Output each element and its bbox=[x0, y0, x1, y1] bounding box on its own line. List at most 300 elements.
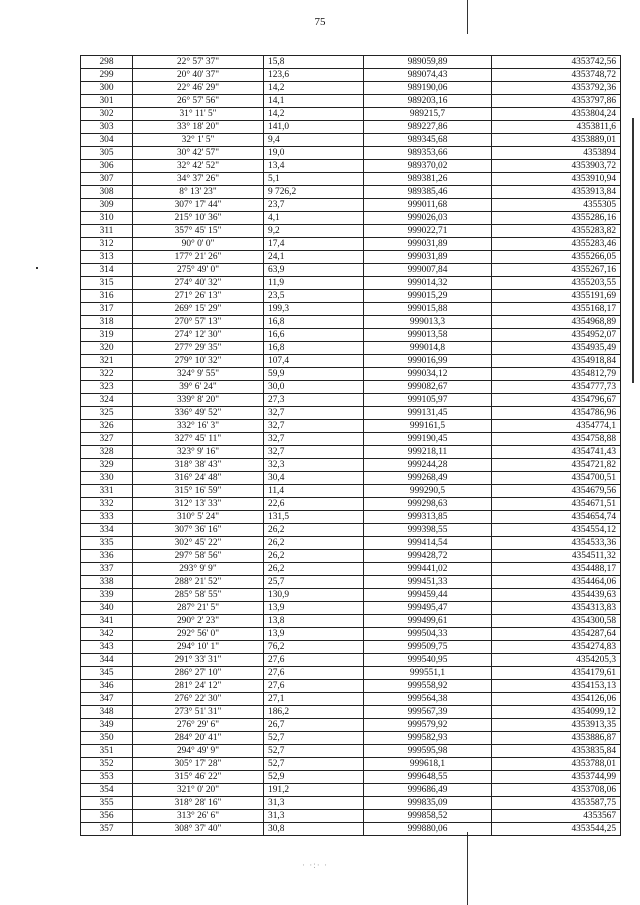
point-number-cell: 330 bbox=[81, 472, 133, 485]
distance-cell: 32,7 bbox=[264, 407, 364, 420]
scan-line-top bbox=[467, 0, 468, 34]
table-row bbox=[81, 602, 621, 615]
bearing-cell: 276° 29' 6" bbox=[133, 719, 264, 732]
table-row bbox=[81, 576, 621, 589]
point-number-cell: 311 bbox=[81, 225, 133, 238]
point-number-cell: 332 bbox=[81, 498, 133, 511]
table-row bbox=[81, 472, 621, 485]
bearing-cell: 307° 36' 16" bbox=[133, 524, 264, 537]
x-coordinate-cell: 999558,92 bbox=[364, 680, 492, 693]
bearing-cell: 307° 17' 44" bbox=[133, 199, 264, 212]
table-row bbox=[81, 628, 621, 641]
point-number-cell: 314 bbox=[81, 264, 133, 277]
table-row bbox=[81, 810, 621, 823]
point-number-cell: 301 bbox=[81, 95, 133, 108]
distance-cell: 11,9 bbox=[264, 277, 364, 290]
point-number-cell: 317 bbox=[81, 303, 133, 316]
distance-cell: 13,4 bbox=[264, 160, 364, 173]
x-coordinate-cell: 999298,63 bbox=[364, 498, 492, 511]
point-number-cell: 335 bbox=[81, 537, 133, 550]
point-number-cell: 331 bbox=[81, 485, 133, 498]
y-coordinate-cell: 4355191,69 bbox=[492, 290, 621, 303]
bearing-cell: 287° 21' 5" bbox=[133, 602, 264, 615]
table-row bbox=[81, 771, 621, 784]
x-coordinate-cell: 999031,89 bbox=[364, 238, 492, 251]
table-row bbox=[81, 667, 621, 680]
x-coordinate-cell: 999013,58 bbox=[364, 329, 492, 342]
point-number-cell: 323 bbox=[81, 381, 133, 394]
bearing-cell: 33° 18' 20" bbox=[133, 121, 264, 134]
distance-cell: 27,6 bbox=[264, 654, 364, 667]
distance-cell: 199,3 bbox=[264, 303, 364, 316]
distance-cell: 26,2 bbox=[264, 537, 364, 550]
distance-cell: 9,4 bbox=[264, 134, 364, 147]
y-coordinate-cell: 4354099,12 bbox=[492, 706, 621, 719]
table-row bbox=[81, 394, 621, 407]
distance-cell: 52,9 bbox=[264, 771, 364, 784]
bearing-cell: 32° 42' 52" bbox=[133, 160, 264, 173]
y-coordinate-cell: 4354654,74 bbox=[492, 511, 621, 524]
x-coordinate-cell: 999011,68 bbox=[364, 199, 492, 212]
table-row bbox=[81, 537, 621, 550]
x-coordinate-cell: 989215,7 bbox=[364, 108, 492, 121]
y-coordinate-cell: 4354952,07 bbox=[492, 329, 621, 342]
y-coordinate-cell: 4354812,79 bbox=[492, 368, 621, 381]
bearing-cell: 302° 45' 22" bbox=[133, 537, 264, 550]
y-coordinate-cell: 4353811,6 bbox=[492, 121, 621, 134]
distance-cell: 16,8 bbox=[264, 316, 364, 329]
x-coordinate-cell: 989203,16 bbox=[364, 95, 492, 108]
distance-cell: 14,2 bbox=[264, 82, 364, 95]
y-coordinate-cell: 4354935,49 bbox=[492, 342, 621, 355]
distance-cell: 22,6 bbox=[264, 498, 364, 511]
distance-cell: 26,2 bbox=[264, 563, 364, 576]
bearing-cell: 321° 0' 20" bbox=[133, 784, 264, 797]
x-coordinate-cell: 999013,3 bbox=[364, 316, 492, 329]
point-number-cell: 305 bbox=[81, 147, 133, 160]
table-row bbox=[81, 56, 621, 69]
x-coordinate-cell: 989059,89 bbox=[364, 56, 492, 69]
table-row bbox=[81, 134, 621, 147]
table-row bbox=[81, 446, 621, 459]
bearing-cell: 336° 49' 52" bbox=[133, 407, 264, 420]
table-row bbox=[81, 108, 621, 121]
distance-cell: 32,3 bbox=[264, 459, 364, 472]
table-row bbox=[81, 589, 621, 602]
coordinates-table-body bbox=[81, 56, 621, 836]
x-coordinate-cell: 999451,33 bbox=[364, 576, 492, 589]
distance-cell: 5,1 bbox=[264, 173, 364, 186]
point-number-cell: 353 bbox=[81, 771, 133, 784]
x-coordinate-cell: 999618,1 bbox=[364, 758, 492, 771]
y-coordinate-cell: 4353835,84 bbox=[492, 745, 621, 758]
point-number-cell: 339 bbox=[81, 589, 133, 602]
point-number-cell: 352 bbox=[81, 758, 133, 771]
point-number-cell: 346 bbox=[81, 680, 133, 693]
x-coordinate-cell: 999218,11 bbox=[364, 446, 492, 459]
y-coordinate-cell: 4354533,36 bbox=[492, 537, 621, 550]
point-number-cell: 343 bbox=[81, 641, 133, 654]
bearing-cell: 288° 21' 52" bbox=[133, 576, 264, 589]
point-number-cell: 315 bbox=[81, 277, 133, 290]
point-number-cell: 347 bbox=[81, 693, 133, 706]
y-coordinate-cell: 4354274,83 bbox=[492, 641, 621, 654]
x-coordinate-cell: 999015,88 bbox=[364, 303, 492, 316]
y-coordinate-cell: 4354205,3 bbox=[492, 654, 621, 667]
bearing-cell: 274° 40' 32" bbox=[133, 277, 264, 290]
distance-cell: 191,2 bbox=[264, 784, 364, 797]
bearing-cell: 8° 13' 23" bbox=[133, 186, 264, 199]
bearing-cell: 293° 9' 9" bbox=[133, 563, 264, 576]
y-coordinate-cell: 4353903,72 bbox=[492, 160, 621, 173]
x-coordinate-cell: 989353,66 bbox=[364, 147, 492, 160]
bearing-cell: 277° 29' 35" bbox=[133, 342, 264, 355]
point-number-cell: 350 bbox=[81, 732, 133, 745]
distance-cell: 17,4 bbox=[264, 238, 364, 251]
y-coordinate-cell: 4353587,75 bbox=[492, 797, 621, 810]
table-row bbox=[81, 550, 621, 563]
x-coordinate-cell: 999268,49 bbox=[364, 472, 492, 485]
bearing-cell: 294° 10' 1" bbox=[133, 641, 264, 654]
bearing-cell: 315° 16' 59" bbox=[133, 485, 264, 498]
x-coordinate-cell: 999582,93 bbox=[364, 732, 492, 745]
x-coordinate-cell: 999648,55 bbox=[364, 771, 492, 784]
bearing-cell: 286° 27' 10" bbox=[133, 667, 264, 680]
bearing-cell: 327° 45' 11" bbox=[133, 433, 264, 446]
bearing-cell: 39° 6' 24" bbox=[133, 381, 264, 394]
y-coordinate-cell: 4353910,94 bbox=[492, 173, 621, 186]
table-row bbox=[81, 355, 621, 368]
bearing-cell: 292° 56' 0" bbox=[133, 628, 264, 641]
table-row bbox=[81, 69, 621, 82]
bearing-cell: 274° 12' 30" bbox=[133, 329, 264, 342]
page-number: 75 bbox=[314, 16, 326, 28]
x-coordinate-cell: 999567,39 bbox=[364, 706, 492, 719]
distance-cell: 9 726,2 bbox=[264, 186, 364, 199]
y-coordinate-cell: 4354758,88 bbox=[492, 433, 621, 446]
y-coordinate-cell: 4353797,86 bbox=[492, 95, 621, 108]
point-number-cell: 354 bbox=[81, 784, 133, 797]
y-coordinate-cell: 4355203,55 bbox=[492, 277, 621, 290]
x-coordinate-cell: 999026,03 bbox=[364, 212, 492, 225]
point-number-cell: 344 bbox=[81, 654, 133, 667]
point-number-cell: 312 bbox=[81, 238, 133, 251]
table-row bbox=[81, 147, 621, 160]
table-row bbox=[81, 797, 621, 810]
y-coordinate-cell: 4353788,01 bbox=[492, 758, 621, 771]
distance-cell: 14,1 bbox=[264, 95, 364, 108]
x-coordinate-cell: 999016,99 bbox=[364, 355, 492, 368]
y-coordinate-cell: 4353567 bbox=[492, 810, 621, 823]
x-coordinate-cell: 999686,49 bbox=[364, 784, 492, 797]
distance-cell: 23,5 bbox=[264, 290, 364, 303]
y-coordinate-cell: 4355286,16 bbox=[492, 212, 621, 225]
point-number-cell: 333 bbox=[81, 511, 133, 524]
scan-smudge: · ·:· · bbox=[302, 860, 328, 870]
distance-cell: 27,6 bbox=[264, 667, 364, 680]
bearing-cell: 290° 2' 23" bbox=[133, 615, 264, 628]
distance-cell: 107,4 bbox=[264, 355, 364, 368]
distance-cell: 52,7 bbox=[264, 732, 364, 745]
bearing-cell: 20° 40' 37" bbox=[133, 69, 264, 82]
y-coordinate-cell: 4354153,13 bbox=[492, 680, 621, 693]
point-number-cell: 298 bbox=[81, 56, 133, 69]
distance-cell: 32,7 bbox=[264, 420, 364, 433]
distance-cell: 30,0 bbox=[264, 381, 364, 394]
x-coordinate-cell: 999014,32 bbox=[364, 277, 492, 290]
y-coordinate-cell: 4354721,82 bbox=[492, 459, 621, 472]
distance-cell: 30,4 bbox=[264, 472, 364, 485]
point-number-cell: 304 bbox=[81, 134, 133, 147]
table-row bbox=[81, 225, 621, 238]
table-row bbox=[81, 693, 621, 706]
x-coordinate-cell: 999551,1 bbox=[364, 667, 492, 680]
point-number-cell: 316 bbox=[81, 290, 133, 303]
x-coordinate-cell: 999313,85 bbox=[364, 511, 492, 524]
bearing-cell: 270° 57' 13" bbox=[133, 316, 264, 329]
bearing-cell: 281° 24' 12" bbox=[133, 680, 264, 693]
distance-cell: 27,3 bbox=[264, 394, 364, 407]
x-coordinate-cell: 999244,28 bbox=[364, 459, 492, 472]
table-row bbox=[81, 823, 621, 836]
table-row bbox=[81, 329, 621, 342]
x-coordinate-cell: 999161,5 bbox=[364, 420, 492, 433]
table-row bbox=[81, 277, 621, 290]
y-coordinate-cell: 4355283,46 bbox=[492, 238, 621, 251]
x-coordinate-cell: 999459,44 bbox=[364, 589, 492, 602]
distance-cell: 4,1 bbox=[264, 212, 364, 225]
point-number-cell: 334 bbox=[81, 524, 133, 537]
x-coordinate-cell: 999858,52 bbox=[364, 810, 492, 823]
y-coordinate-cell: 4354179,61 bbox=[492, 667, 621, 680]
y-coordinate-cell: 4354700,51 bbox=[492, 472, 621, 485]
distance-cell: 30,8 bbox=[264, 823, 364, 836]
y-coordinate-cell: 4355266,05 bbox=[492, 251, 621, 264]
distance-cell: 32,7 bbox=[264, 433, 364, 446]
point-number-cell: 320 bbox=[81, 342, 133, 355]
bearing-cell: 269° 15' 29" bbox=[133, 303, 264, 316]
bearing-cell: 26° 57' 56" bbox=[133, 95, 264, 108]
distance-cell: 19,0 bbox=[264, 147, 364, 160]
y-coordinate-cell: 4354126,06 bbox=[492, 693, 621, 706]
distance-cell: 186,2 bbox=[264, 706, 364, 719]
x-coordinate-cell: 999014,8 bbox=[364, 342, 492, 355]
x-coordinate-cell: 999034,12 bbox=[364, 368, 492, 381]
bearing-cell: 275° 49' 0" bbox=[133, 264, 264, 277]
x-coordinate-cell: 999105,97 bbox=[364, 394, 492, 407]
y-coordinate-cell: 4353804,24 bbox=[492, 108, 621, 121]
distance-cell: 15,8 bbox=[264, 56, 364, 69]
y-coordinate-cell: 4353913,35 bbox=[492, 719, 621, 732]
table-row bbox=[81, 615, 621, 628]
table-row bbox=[81, 706, 621, 719]
table-row bbox=[81, 784, 621, 797]
point-number-cell: 318 bbox=[81, 316, 133, 329]
point-number-cell: 348 bbox=[81, 706, 133, 719]
point-number-cell: 341 bbox=[81, 615, 133, 628]
distance-cell: 13,9 bbox=[264, 628, 364, 641]
table-row bbox=[81, 173, 621, 186]
point-number-cell: 325 bbox=[81, 407, 133, 420]
x-coordinate-cell: 999509,75 bbox=[364, 641, 492, 654]
table-row bbox=[81, 563, 621, 576]
x-coordinate-cell: 999290,5 bbox=[364, 485, 492, 498]
y-coordinate-cell: 4355305 bbox=[492, 199, 621, 212]
point-number-cell: 351 bbox=[81, 745, 133, 758]
distance-cell: 24,1 bbox=[264, 251, 364, 264]
y-coordinate-cell: 4353886,87 bbox=[492, 732, 621, 745]
point-number-cell: 342 bbox=[81, 628, 133, 641]
table-row bbox=[81, 290, 621, 303]
y-coordinate-cell: 4354300,58 bbox=[492, 615, 621, 628]
point-number-cell: 340 bbox=[81, 602, 133, 615]
x-coordinate-cell: 999495,47 bbox=[364, 602, 492, 615]
point-number-cell: 336 bbox=[81, 550, 133, 563]
point-number-cell: 300 bbox=[81, 82, 133, 95]
bearing-cell: 332° 16' 3" bbox=[133, 420, 264, 433]
table-row bbox=[81, 433, 621, 446]
distance-cell: 13,8 bbox=[264, 615, 364, 628]
y-coordinate-cell: 4354488,17 bbox=[492, 563, 621, 576]
y-coordinate-cell: 4355168,17 bbox=[492, 303, 621, 316]
bearing-cell: 310° 5' 24" bbox=[133, 511, 264, 524]
table-row bbox=[81, 459, 621, 472]
y-coordinate-cell: 4355283,82 bbox=[492, 225, 621, 238]
point-number-cell: 306 bbox=[81, 160, 133, 173]
x-coordinate-cell: 989345,68 bbox=[364, 134, 492, 147]
x-coordinate-cell: 999031,89 bbox=[364, 251, 492, 264]
table-row bbox=[81, 524, 621, 537]
distance-cell: 32,7 bbox=[264, 446, 364, 459]
point-number-cell: 322 bbox=[81, 368, 133, 381]
x-coordinate-cell: 999504,33 bbox=[364, 628, 492, 641]
distance-cell: 52,7 bbox=[264, 758, 364, 771]
table-row bbox=[81, 303, 621, 316]
y-coordinate-cell: 4354968,89 bbox=[492, 316, 621, 329]
point-number-cell: 338 bbox=[81, 576, 133, 589]
x-coordinate-cell: 999398,55 bbox=[364, 524, 492, 537]
y-coordinate-cell: 4354679,56 bbox=[492, 485, 621, 498]
point-number-cell: 299 bbox=[81, 69, 133, 82]
point-number-cell: 349 bbox=[81, 719, 133, 732]
y-coordinate-cell: 4354774,1 bbox=[492, 420, 621, 433]
x-coordinate-cell: 999007,84 bbox=[364, 264, 492, 277]
table-row bbox=[81, 342, 621, 355]
distance-cell: 131,5 bbox=[264, 511, 364, 524]
bearing-cell: 22° 57' 37" bbox=[133, 56, 264, 69]
bearing-cell: 318° 38' 43" bbox=[133, 459, 264, 472]
scan-speck bbox=[36, 267, 38, 269]
x-coordinate-cell: 989381,26 bbox=[364, 173, 492, 186]
distance-cell: 13,9 bbox=[264, 602, 364, 615]
point-number-cell: 329 bbox=[81, 459, 133, 472]
scan-line-bottom bbox=[467, 832, 468, 905]
bearing-cell: 215° 10' 36" bbox=[133, 212, 264, 225]
y-coordinate-cell: 4354777,73 bbox=[492, 381, 621, 394]
distance-cell: 52,7 bbox=[264, 745, 364, 758]
point-number-cell: 303 bbox=[81, 121, 133, 134]
table-row bbox=[81, 511, 621, 524]
point-number-cell: 355 bbox=[81, 797, 133, 810]
bearing-cell: 324° 9' 55" bbox=[133, 368, 264, 381]
bearing-cell: 357° 45' 15" bbox=[133, 225, 264, 238]
distance-cell: 26,7 bbox=[264, 719, 364, 732]
table-row bbox=[81, 407, 621, 420]
distance-cell: 63,9 bbox=[264, 264, 364, 277]
table-row bbox=[81, 160, 621, 173]
table-row bbox=[81, 199, 621, 212]
bearing-cell: 284° 20' 41" bbox=[133, 732, 264, 745]
table-row bbox=[81, 121, 621, 134]
scan-edge-mark bbox=[632, 118, 634, 383]
bearing-cell: 276° 22' 30" bbox=[133, 693, 264, 706]
table-row bbox=[81, 758, 621, 771]
bearing-cell: 273° 51' 31" bbox=[133, 706, 264, 719]
table-row bbox=[81, 485, 621, 498]
x-coordinate-cell: 999595,98 bbox=[364, 745, 492, 758]
y-coordinate-cell: 4354671,51 bbox=[492, 498, 621, 511]
y-coordinate-cell: 4354511,32 bbox=[492, 550, 621, 563]
point-number-cell: 326 bbox=[81, 420, 133, 433]
point-number-cell: 328 bbox=[81, 446, 133, 459]
distance-cell: 130,9 bbox=[264, 589, 364, 602]
bearing-cell: 271° 26' 13" bbox=[133, 290, 264, 303]
x-coordinate-cell: 999414,54 bbox=[364, 537, 492, 550]
table-row bbox=[81, 212, 621, 225]
point-number-cell: 337 bbox=[81, 563, 133, 576]
table-row bbox=[81, 82, 621, 95]
bearing-cell: 279° 10' 32" bbox=[133, 355, 264, 368]
x-coordinate-cell: 989370,02 bbox=[364, 160, 492, 173]
point-number-cell: 321 bbox=[81, 355, 133, 368]
distance-cell: 9,2 bbox=[264, 225, 364, 238]
x-coordinate-cell: 989385,46 bbox=[364, 186, 492, 199]
y-coordinate-cell: 4353792,36 bbox=[492, 82, 621, 95]
x-coordinate-cell: 999082,67 bbox=[364, 381, 492, 394]
bearing-cell: 177° 21' 26" bbox=[133, 251, 264, 264]
table-row bbox=[81, 251, 621, 264]
x-coordinate-cell: 999835,09 bbox=[364, 797, 492, 810]
y-coordinate-cell: 4353544,25 bbox=[492, 823, 621, 836]
x-coordinate-cell: 999880,06 bbox=[364, 823, 492, 836]
distance-cell: 26,2 bbox=[264, 550, 364, 563]
bearing-cell: 312° 13' 33" bbox=[133, 498, 264, 511]
table-row bbox=[81, 186, 621, 199]
x-coordinate-cell: 999190,45 bbox=[364, 433, 492, 446]
table-row bbox=[81, 368, 621, 381]
point-number-cell: 302 bbox=[81, 108, 133, 121]
table-row bbox=[81, 420, 621, 433]
x-coordinate-cell: 999131,45 bbox=[364, 407, 492, 420]
x-coordinate-cell: 989074,43 bbox=[364, 69, 492, 82]
y-coordinate-cell: 4354439,63 bbox=[492, 589, 621, 602]
distance-cell: 59,9 bbox=[264, 368, 364, 381]
y-coordinate-cell: 4353742,56 bbox=[492, 56, 621, 69]
distance-cell: 31,3 bbox=[264, 810, 364, 823]
bearing-cell: 318° 28' 16" bbox=[133, 797, 264, 810]
bearing-cell: 30° 42' 57" bbox=[133, 147, 264, 160]
distance-cell: 31,3 bbox=[264, 797, 364, 810]
bearing-cell: 32° 1' 5" bbox=[133, 134, 264, 147]
point-number-cell: 357 bbox=[81, 823, 133, 836]
y-coordinate-cell: 4353913,84 bbox=[492, 186, 621, 199]
x-coordinate-cell: 999564,38 bbox=[364, 693, 492, 706]
x-coordinate-cell: 999579,92 bbox=[364, 719, 492, 732]
point-number-cell: 309 bbox=[81, 199, 133, 212]
distance-cell: 27,1 bbox=[264, 693, 364, 706]
bearing-cell: 339° 8' 20" bbox=[133, 394, 264, 407]
point-number-cell: 319 bbox=[81, 329, 133, 342]
